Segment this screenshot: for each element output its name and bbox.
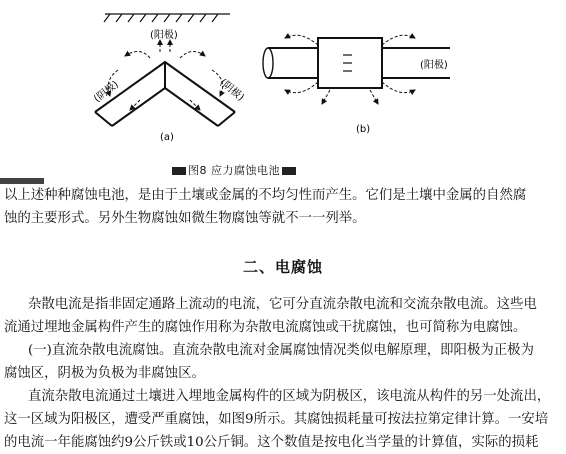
para1-line2: 蚀的主要形式。另外生物腐蚀如微生物腐蚀等就不一一列举。	[4, 211, 366, 226]
para1-line1: 以上述种种腐蚀电池，是由于土壤或金属的不均匀性而产生。它们是土壤中金属的自然腐	[4, 188, 527, 203]
para3-line1: (一)直流杂散电流腐蚀。直流杂散电流对金属腐蚀情况类似电解原理，即阳极为正极为	[28, 343, 534, 358]
figure-caption-text: 图8 应力腐蚀电池	[188, 164, 280, 177]
para4-line3: 的电流一年能腐蚀约9公斤铁或10公斤铜。这个数值是按电化当学量的计算值，实际的损耗	[4, 435, 539, 450]
para4-line1: 直流杂散电流通过土壤进入埋地金属构件的区域为阴极区，该电流从构件的另一处流出，	[28, 389, 551, 404]
ground-surface	[104, 14, 230, 22]
label-anode-a: (阳极)	[150, 30, 178, 41]
label-cathode-left: (阴极)	[92, 79, 121, 105]
para3-line2: 腐蚀区，阴极为负极为非腐蚀区。	[4, 366, 205, 381]
label-anode-b: (阳极)	[420, 60, 448, 71]
panel-label-a: (a)	[160, 132, 174, 143]
para2-line2: 流通过埋地金属构件产生的腐蚀作用称为杂散电流腐蚀或干扰腐蚀，也可简称为电腐蚀。	[4, 320, 527, 335]
corrosion-cell-figure	[0, 0, 566, 160]
label-cathode-right: (阴极)	[217, 77, 246, 104]
scan-smear	[172, 167, 186, 175]
scan-smear	[282, 167, 296, 175]
figure-caption	[170, 162, 298, 178]
panel-label-b: (b)	[356, 124, 371, 135]
para2-line1: 杂散电流是指非固定通路上流动的电流，它可分直流杂散电流和交流杂散电流。这些电	[28, 297, 537, 312]
section-heading: 二、电腐蚀	[242, 258, 323, 276]
para4-line2: 这一区域为阳极区，遭受严重腐蚀，如图9所示。其腐蚀损耗量可按法拉第定律计算。一安培	[4, 412, 549, 427]
